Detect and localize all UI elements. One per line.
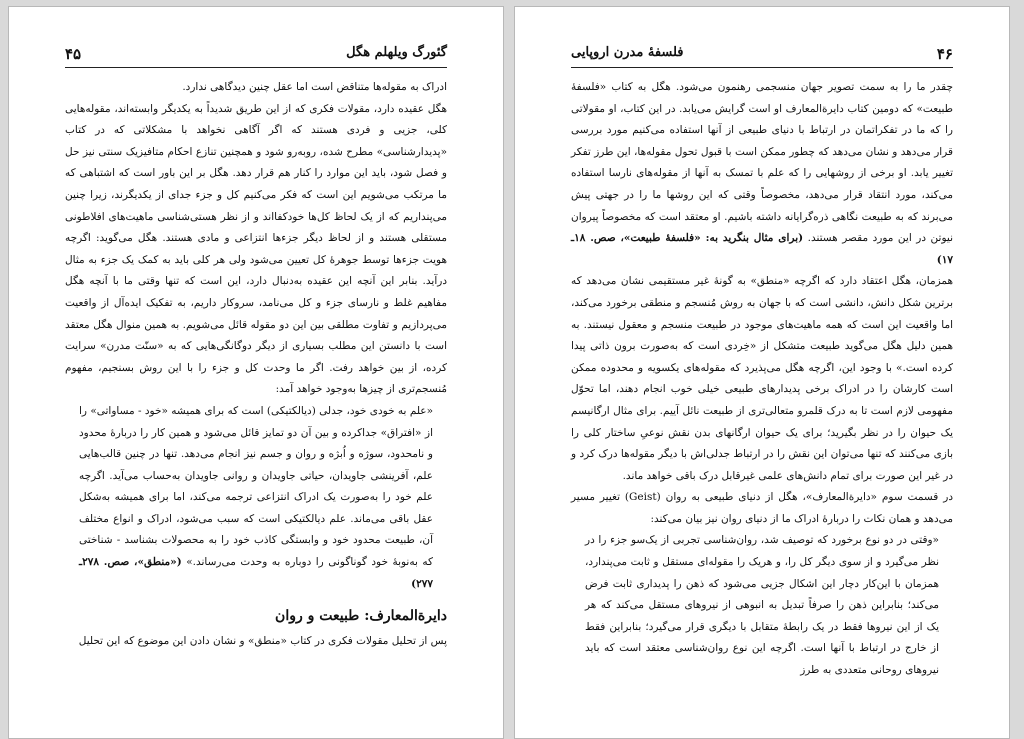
inline-citation: (برای مثال بنگرید به: «فلسفهٔ طبیعت»، صص. ۱۸ـ ۱۷) <box>571 232 953 266</box>
paragraph: در قسمت سوم «دایرة‌المعارف»، هگل از دنیای طبیعی به روان (Geist) تغییر مسیر می‌دهد و همان نکات را دربارهٔ ادراک ما از دنیای روان نیز بیان می‌کند: <box>571 491 953 525</box>
page-number: ۴۵ <box>65 45 82 63</box>
quote-text: «علم به خودی خود، جدلی (دیالکتیکی) است که برای همیشه «خود - مساواتی» را از «افتراق» جداکرده و بین آن دو تمایز قائل می‌شود و همین کار را دربارهٔ محدود و نامحدود، سوژه و اُبژه و روان و جسم نیز انجام می‌دهد. تنها در چنین قالب‌هایی علم، آفرینشی جاویدان، حیاتی جاویدان و روانی جاویدان به‌حساب می‌آید. اگرچه علم خود را به‌صورت یک ادراک انتزاعی ترجمه می‌کند، اما برای همیشه به‌شکل عقل باقی می‌ماند. علم دیالکتیکی است که سبب می‌شود، ادراک و انواع مختلف آن، طبیعت محدود خود و وابستگی کاذب خود را به محصولات بشناسد - شناختی که به‌نوبهٔ خود گوناگونی را دوباره به وحدت می‌رساند.» <box>79 404 434 569</box>
running-title: فلسفهٔ مدرن اروپایی <box>571 45 684 60</box>
right-page-header <box>571 45 953 68</box>
left-page-header <box>65 45 447 68</box>
page-number: ۴۶ <box>936 45 953 63</box>
left-page-body <box>65 77 447 653</box>
right-page-body <box>571 77 953 682</box>
paragraph <box>571 77 953 271</box>
block-quote <box>79 401 433 595</box>
paragraph: همزمان، هگل اعتقاد دارد که اگرچه «منطق» به گونهٔ غیر مستقیمی نشان می‌دهد که برترین شکل دانش، دانشی است که با جهان به روش مُنسجم و منطقی برخورد می‌کند، اما واقعیت این است که همه ماهیت‌های موجود در طبیعت منسجم و معقول نیستند. به همین دلیل هگل می‌گوید طبیعت متشکل از «خِردی است که به‌صورت برون ذاتی پیدا کرده است.» با وجود این، اگرچه هگل می‌پذیرد که مقوله‌های یکسویه و محدوده ممکن است کارشان را در ادراک برخی پدیدارهای طبیعی خیلی خوب انجام دهند، اما تحوّل مفهومی لازم است تا به درک قلمرو متعالی‌تری از طبیعت نائل آییم. برای مثال ارگانیسم یک حیوان را در نظر بگیرید؛ برای یک حیوان ارگانهای بدن نقش نوعیِ ساختار کلی را بازی می‌کنند که تنها می‌توان این نقش را در ارتباط جدلی‌اش با دیگر مقوله‌ها درک کرد و در غیر این صورت برای تمام دانش‌های علمی غیرقابل درک باقی خواهد ماند. <box>571 275 953 482</box>
paragraph: ادراک به مقوله‌ها متناقض است اما عقل چنین دیدگاهی ندارد. <box>182 81 447 93</box>
block-quote: «وقتی در دو نوع برخورد که توصیف شد، روان‌شناسی تجربی از یک‌سو جزء را در نظر می‌گیرد و از سوی دیگر کل را، و هریک را مقوله‌ای مستقل و ثابت می‌پندارد، همزمان با این‌کار دچار این اشکال جزیی می‌شود که ذهن را پدیداری ثابت فرض می‌کند؛ بنابراین ذهن را صرفاً تبدیل به انبوهی از نیروهای مستقل می‌کند که هر یک از این نیروها فقط در یک رابطهٔ متقابل با دیگری قرار می‌گیرد؛ بنابراین فقط از خارج در ارتباط با آنها است. اگرچه این نوع روان‌شناسی معتقد است که باید نیروهای روحانی متعددی به طرز <box>585 534 939 677</box>
right-page <box>514 6 1010 739</box>
section-heading: دایرة‌المعارف: طبیعت و روان <box>275 608 447 625</box>
running-title: گئورگ ویلهلم هگل <box>346 45 447 60</box>
paragraph-text: چقدر ما را به سمت تصویر جهان منسجمی رهنمون می‌شود. هگل به کتاب «فلسفهٔ طبیعت» که دومین کتاب دایرة‌المعارف او است گرایش می‌یابد. در این کتاب، او مقولاتی را که ما در تفکراتمان در ارتباط با دنیای طبیعی از آنها استفاده می‌کنیم مورد بررسی قرار می‌دهد و نشان می‌دهد که چطور ممکن است با قبول تحول مقوله‌ها، این طرز تفکر تغییر یابد. او برخی از روشهایی را که علم با تمسک به آنها از مقوله‌های نارسا استفاده می‌کند، مورد انتقاد قرار می‌دهد، مخصوصاً وقتی که این روشها ما را در جهتی پیش می‌برند که به طبیعت نگاهی ذره‌گرایانه داشته باشیم. او معتقد است که مخصوصاً پیروان نیوتن در این مورد مقصر هستند. <box>571 81 953 245</box>
paragraph: پس از تحلیل مقولات فکری در کتاب «منطق» و نشان دادن این موضوع که این تحلیل <box>78 635 447 648</box>
quote-citation: («منطق»، صص. ۲۷۸ـ ۲۷۷) <box>79 556 433 590</box>
left-page <box>8 6 504 739</box>
paragraph: هگل عقیده دارد، مقولات فکری که از این طریق شدیداً به یکدیگر وابسته‌اند، مقوله‌هایی کلی، جزیی و فردی هستند که اگر آگاهی نخواهد با مشکلاتی که در کتاب «پدیدارشناسی» مطرح شده، روبه‌رو شود و همچنین تنازع احکام متافیزیک سنتی نیز حل و فصل شود، باید این موارد را کنار هم قرار دهد. هگل بر این باور است که اشتباهی که ما مرتکب می‌شویم این است که فکر می‌کنیم کل و جزء جدای از یکدیگرند، زیرا چنین می‌پنداریم که از یک لحاظ کل‌ها خودکفااند و از نظر هستی‌شناسی ماهیت‌های افلاطونی مستقلی هستند و از لحاظ دیگر جزءها انتزاعی و مادی هستند. هگل می‌گوید: اگرچه هویت جزءها توسط جوهرهٔ کل تعیین می‌شود ولی هر کلی باید به کمک یک جزء به مثال درآید. بنابر این آنچه این عقیده به‌دنبال دارد، این است که تنها وقتی ما با آنچه هگل مفاهیم غلط و نارسای جزء و کل می‌نامد، سروکار داریم، به تفکیک ایده‌آل از واقعیت می‌پردازیم و تفاوت مطلقی بین این دو مقوله قائل می‌شویم. به همین منوال هگل معتقد است با دانستن این مطلب بسیاری از دیگر دوگانگی‌هایی که به «سنّت مدرن» سرایت کرده، از بین خواهد رفت. اگر ما وحدت کل و جزء را با این روش بسنجیم، مفهوم مُنسجم‌تری از چیزها به‌وجود خواهد آمد: <box>65 102 447 396</box>
